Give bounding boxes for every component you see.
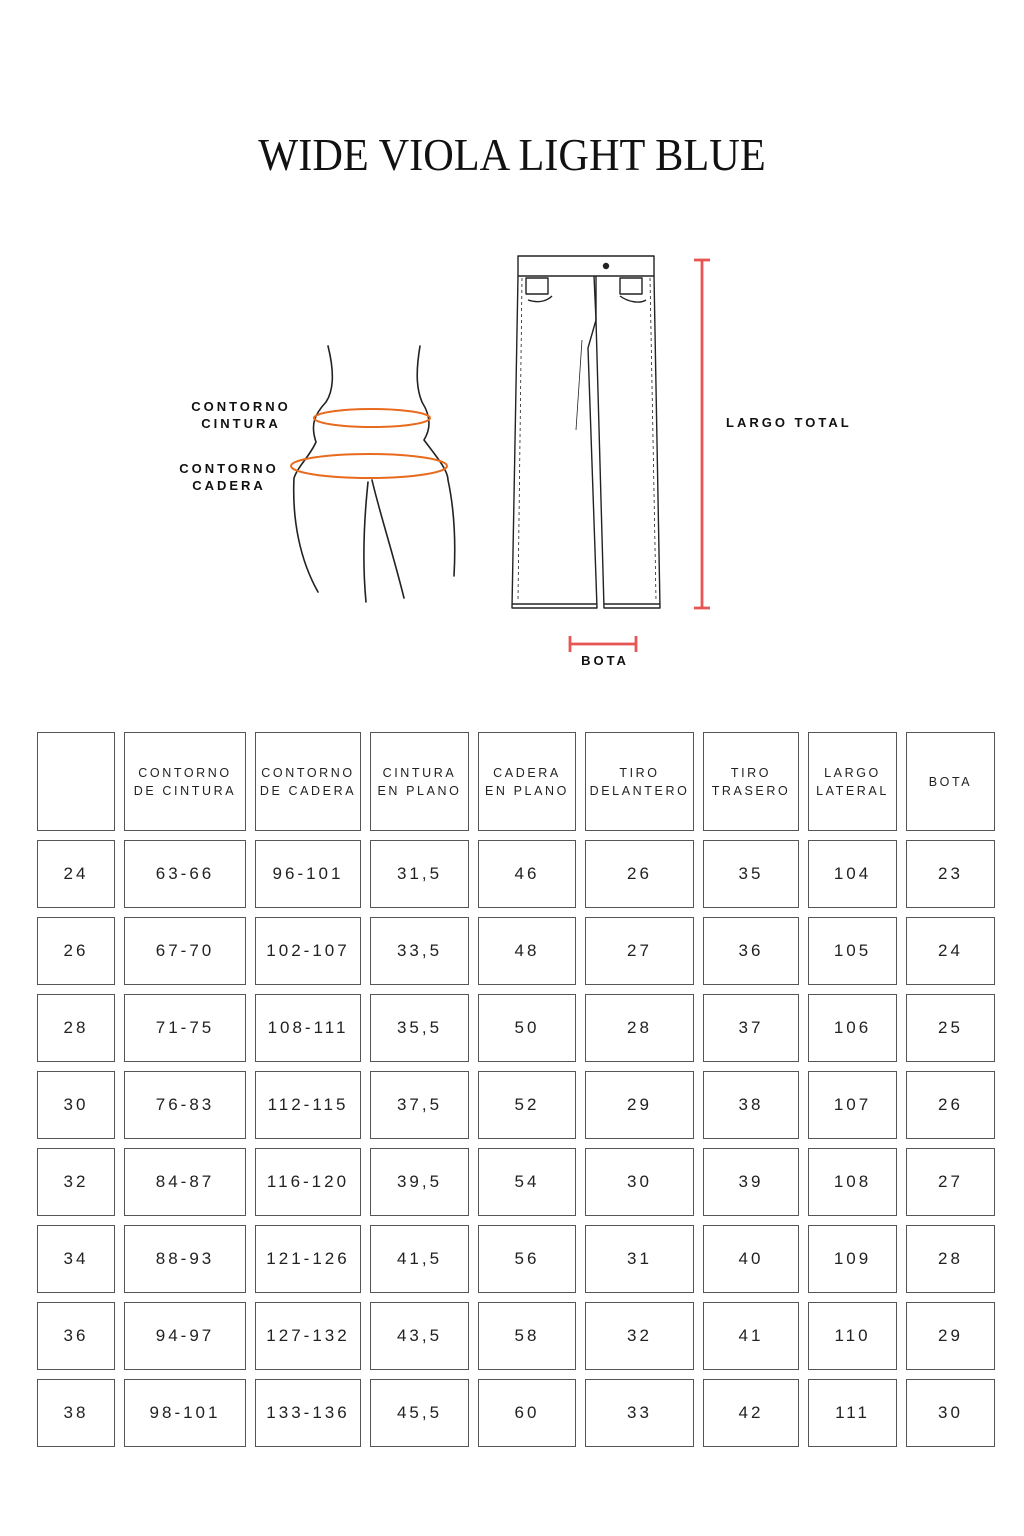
size-cell: 36	[37, 1302, 115, 1370]
table-cell: 43,5	[370, 1302, 469, 1370]
size-cell: 24	[37, 840, 115, 908]
table-cell: 27	[585, 917, 694, 985]
table-cell: 121-126	[255, 1225, 361, 1293]
table-cell: 32	[585, 1302, 694, 1370]
table-header-row	[37, 732, 995, 831]
table-cell: 37	[703, 994, 799, 1062]
table-row	[37, 1379, 995, 1447]
table-cell: 63-66	[124, 840, 246, 908]
table-cell: 39	[703, 1148, 799, 1216]
table-cell: 76-83	[124, 1071, 246, 1139]
table-cell: 31	[585, 1225, 694, 1293]
header-cintura-plano: CINTURA EN PLANO	[370, 732, 469, 831]
table-cell: 24	[906, 917, 995, 985]
table-cell: 28	[585, 994, 694, 1062]
table-cell: 133-136	[255, 1379, 361, 1447]
table-cell: 33,5	[370, 917, 469, 985]
header-contorno-cintura: CONTORNO DE CINTURA	[124, 732, 246, 831]
table-cell: 25	[906, 994, 995, 1062]
table-row	[37, 840, 995, 908]
table-cell: 54	[478, 1148, 576, 1216]
size-cell: 26	[37, 917, 115, 985]
header-empty	[37, 732, 115, 831]
size-cell: 28	[37, 994, 115, 1062]
table-cell: 41,5	[370, 1225, 469, 1293]
table-row	[37, 1148, 995, 1216]
table-row	[37, 994, 995, 1062]
table-body	[37, 840, 995, 1447]
table-cell: 38	[703, 1071, 799, 1139]
measurement-diagram	[0, 230, 1024, 680]
page-title: WIDE VIOLA LIGHT BLUE	[258, 129, 766, 180]
table-cell: 111	[808, 1379, 897, 1447]
table-cell: 36	[703, 917, 799, 985]
table-cell: 56	[478, 1225, 576, 1293]
header-tiro-delantero: TIRO DELANTERO	[585, 732, 694, 831]
table-cell: 41	[703, 1302, 799, 1370]
table-cell: 60	[478, 1379, 576, 1447]
size-cell: 30	[37, 1071, 115, 1139]
table-cell: 112-115	[255, 1071, 361, 1139]
table-cell: 108	[808, 1148, 897, 1216]
header-contorno-cadera: CONTORNO DE CADERA	[255, 732, 361, 831]
table-cell: 35	[703, 840, 799, 908]
table-cell: 58	[478, 1302, 576, 1370]
table-cell: 39,5	[370, 1148, 469, 1216]
table-cell: 29	[585, 1071, 694, 1139]
contorno-cintura-label: CONTORNO CINTURA	[191, 399, 291, 431]
size-cell: 32	[37, 1148, 115, 1216]
table-cell: 29	[906, 1302, 995, 1370]
table-cell: 98-101	[124, 1379, 246, 1447]
table-cell: 107	[808, 1071, 897, 1139]
table-cell: 46	[478, 840, 576, 908]
pants-icon	[512, 256, 660, 608]
table-cell: 26	[906, 1071, 995, 1139]
table-row	[37, 917, 995, 985]
body-measure-rings	[291, 409, 447, 478]
table-cell: 94-97	[124, 1302, 246, 1370]
bota-label: BOTA	[581, 653, 629, 668]
table-cell: 50	[478, 994, 576, 1062]
contorno-cadera-label: CONTORNO CADERA	[179, 461, 279, 493]
table-cell: 110	[808, 1302, 897, 1370]
table-cell: 67-70	[124, 917, 246, 985]
header-cadera-plano: CADERA EN PLANO	[478, 732, 576, 831]
pants-measure-lines	[570, 260, 710, 652]
table-cell: 35,5	[370, 994, 469, 1062]
table-cell: 40	[703, 1225, 799, 1293]
table-row	[37, 1071, 995, 1139]
table-cell: 30	[906, 1379, 995, 1447]
table-cell: 23	[906, 840, 995, 908]
table-cell: 106	[808, 994, 897, 1062]
table-cell: 108-111	[255, 994, 361, 1062]
largo-total-label: LARGO TOTAL	[726, 415, 852, 430]
table-cell: 116-120	[255, 1148, 361, 1216]
table-cell: 88-93	[124, 1225, 246, 1293]
table-cell: 105	[808, 917, 897, 985]
table-cell: 31,5	[370, 840, 469, 908]
table-cell: 26	[585, 840, 694, 908]
header-tiro-trasero: TIRO TRASERO	[703, 732, 799, 831]
table-cell: 45,5	[370, 1379, 469, 1447]
table-cell: 42	[703, 1379, 799, 1447]
table-cell: 28	[906, 1225, 995, 1293]
table-cell: 104	[808, 840, 897, 908]
table-row	[37, 1225, 995, 1293]
table-cell: 30	[585, 1148, 694, 1216]
table-cell: 127-132	[255, 1302, 361, 1370]
table-cell: 27	[906, 1148, 995, 1216]
table-cell: 33	[585, 1379, 694, 1447]
header-largo-lateral: LARGO LATERAL	[808, 732, 897, 831]
size-cell: 38	[37, 1379, 115, 1447]
header-bota: BOTA	[906, 732, 995, 831]
table-cell: 71-75	[124, 994, 246, 1062]
table-row	[37, 1302, 995, 1370]
table-cell: 102-107	[255, 917, 361, 985]
diagram-illustration	[0, 230, 1024, 680]
size-chart-table	[28, 723, 1004, 1456]
size-cell: 34	[37, 1225, 115, 1293]
table-cell: 52	[478, 1071, 576, 1139]
table-cell: 37,5	[370, 1071, 469, 1139]
table-cell: 96-101	[255, 840, 361, 908]
table-cell: 84-87	[124, 1148, 246, 1216]
table-cell: 48	[478, 917, 576, 985]
table-cell: 109	[808, 1225, 897, 1293]
